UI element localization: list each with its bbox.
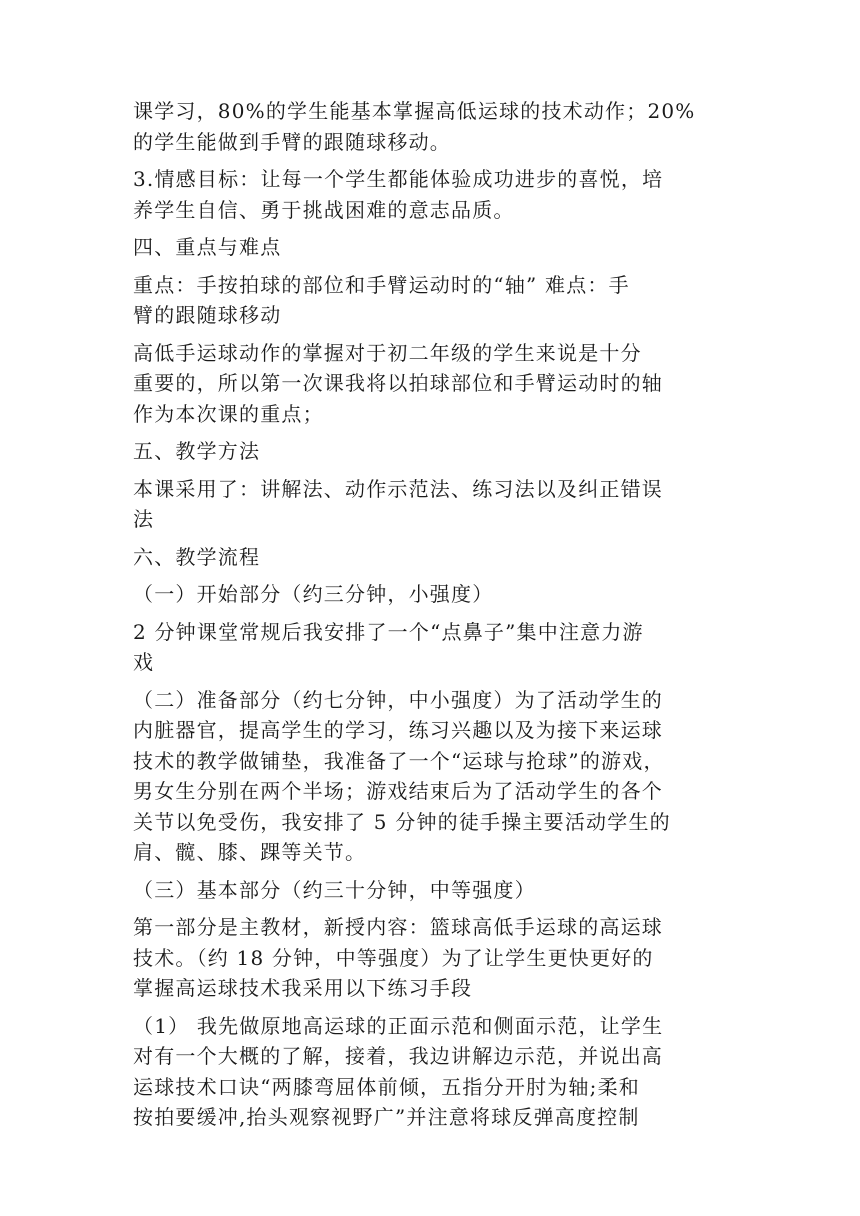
- text-line: 2 分钟课堂常规后我安排了一个“点鼻子”集中注意力游: [133, 619, 644, 644]
- document-body: [133, 96, 731, 1133]
- text-line: 高低手运球动作的掌握对于初二年级的学生来说是十分: [133, 340, 642, 365]
- text-line: 男女生分别在两个半场；游戏结束后为了活动学生的各个: [133, 779, 663, 803]
- text-line: 3.情感目标：让每一个学生都能体验成功进步的喜悦，培: [133, 167, 664, 191]
- text-line: 重要的，所以第一次课我将以拍球部位和手臂运动时的轴: [133, 371, 663, 395]
- section-heading: 六、教学流程: [133, 544, 261, 569]
- text-line: 掌握高运球技术我采用以下练习手段: [133, 976, 473, 1000]
- text-line: 技术的教学做铺垫，我准备了一个“运球与抢球”的游戏，: [133, 748, 665, 773]
- text-line: 运球技术口诀“两膝弯屈体前倾，五指分开肘为轴;柔和: [133, 1074, 640, 1099]
- text-line: 关节以免受伤，我安排了 5 分钟的徒手操主要活动学生的: [133, 809, 671, 834]
- text-line: 的学生能做到手臂的跟随球移动。: [133, 129, 451, 154]
- text-line: （二）准备部分（约七分钟，中小强度）为了活动学生的: [133, 687, 663, 712]
- text-line: 肩、髋、膝、踝等关节。: [133, 840, 367, 864]
- text-line: 重点：手按拍球的部位和手臂运动时的“轴” 难点：手: [133, 272, 630, 297]
- text-line: 作为本次课的重点；: [133, 401, 324, 426]
- text-line: 臂的跟随球移动: [133, 303, 282, 327]
- text-line: 对有一个大概的了解，接着，我边讲解边示范，并说出高: [133, 1044, 663, 1068]
- text-line: 戏: [133, 650, 155, 674]
- text-line: 内脏器官，提高学生的学习，练习兴趣以及为接下来运球: [133, 718, 663, 742]
- text-line: 法: [133, 507, 155, 531]
- subsection-heading: （一）开始部分（约三分钟，小强度）: [133, 582, 494, 606]
- text-line: 养学生自信、勇于挑战困难的意志品质。: [133, 197, 515, 222]
- text-line: 课学习，80%的学生能基本掌握高低运球的技术动作；20%: [133, 99, 696, 123]
- text-line: 技术。（约 18 分钟，中等强度）为了让学生更快更好的: [133, 945, 654, 970]
- section-heading: 四、重点与难点: [133, 235, 282, 259]
- text-line: （1） 我先做原地高运球的正面示范和侧面示范，让学生: [133, 1013, 664, 1038]
- text-line: 本课采用了：讲解法、动作示范法、练习法以及纠正错误: [133, 476, 663, 501]
- subsection-heading: （三）基本部分（约三十分钟，中等强度）: [133, 877, 536, 902]
- text-line: 第一部分是主教材，新授内容：篮球高低手运球的高运球: [133, 915, 663, 939]
- section-heading: 五、教学方法: [133, 439, 261, 463]
- text-line: 按拍要缓冲,抬头观察视野广”并注意将球反弹高度控制: [133, 1105, 640, 1129]
